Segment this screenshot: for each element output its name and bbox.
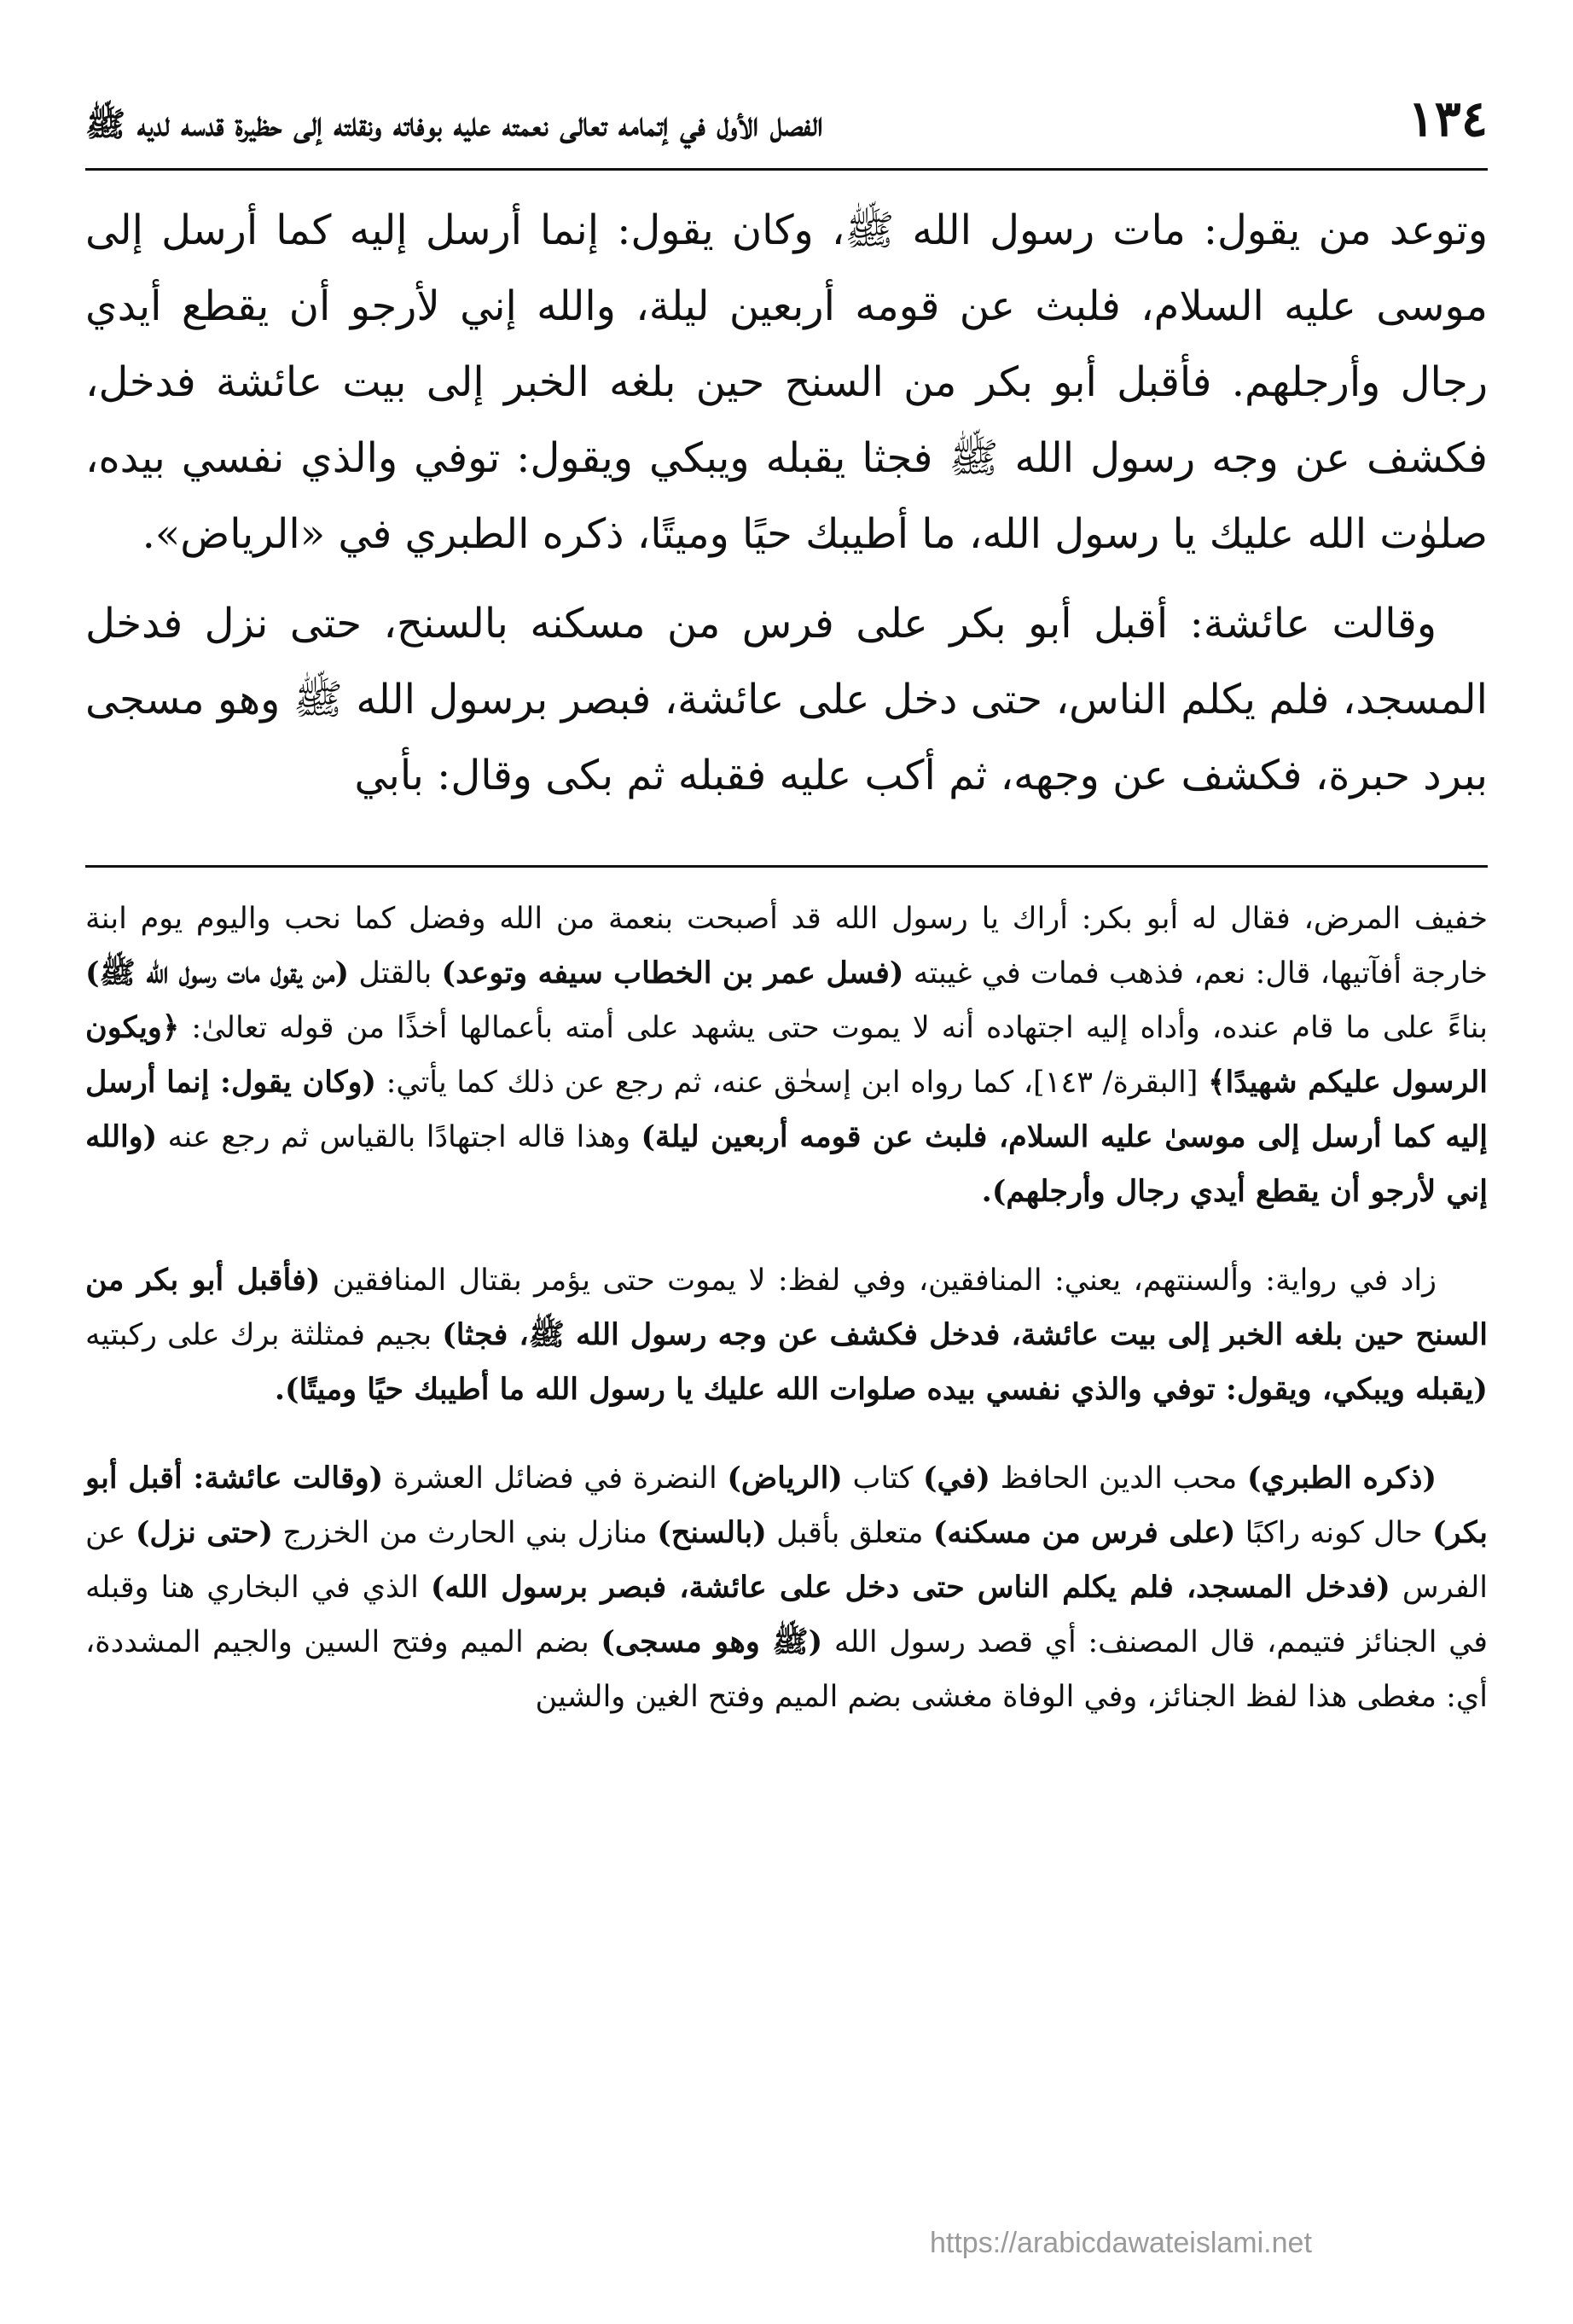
quoted-text-segment: (على فرس من مسكنه) — [932, 1515, 1236, 1550]
quoted-text-segment: ﴿ويكون الرسول عليكم شهيدًا﴾ — [85, 1010, 1489, 1100]
main-text — [85, 193, 1488, 814]
quoted-text-segment: (ﷺ وهو مسجى) — [601, 1624, 823, 1659]
footnote-separator — [85, 865, 1488, 868]
commentary-text-segment: بناءً على ما قام عنده، وأداه إليه اجتهاده أنه لا يموت حتى يشهد على أمته بأعمالها أخذًا من قوله تعالىٰ: — [179, 1011, 1488, 1045]
commentary — [85, 892, 1488, 1724]
commentary-text-segment: بجيم فمثلثة برك على ركبتيه — [85, 1318, 443, 1352]
quoted-text-segment: (بالسنح) — [657, 1515, 767, 1550]
quoted-text-segment: (ذكره الطبري) — [1246, 1461, 1437, 1496]
commentary-text-segment: كتاب — [842, 1461, 923, 1496]
quoted-text-segment: (وقالت عائشة: أقبل أبو بكر) — [85, 1461, 1488, 1550]
commentary-paragraph-1 — [85, 892, 1488, 1219]
commentary-text-segment: حال كونه راكبًا — [1235, 1516, 1433, 1550]
main-paragraph-1: وتوعد من يقول: مات رسول الله ﷺ، وكان يقول: إنما أرسل إليه كما أرسل إلى موسى عليه السلام، فلبث عن قومه أربعين ليلة، والله إني لأرجو أن يقطع أيدي رجال وأرجلهم. فأقبل أبو بكر من السنح حين بلغه الخبر إلى بيت عائشة فدخل، فكشف عن وجه رسول الله ﷺ فجثا يقبله ويبكي ويقول: توفي والذي نفسي بيده، صلوٰت الله عليك يا رسول الله، ما أطيبك حيًا وميتًا، ذكره الطبري في «الرياض». — [85, 206, 1488, 558]
commentary-text-segment: محب الدين الحافظ — [990, 1461, 1247, 1496]
running-header — [85, 90, 1488, 171]
quoted-text-segment: (فأقبل أبو بكر من السنح حين بلغه الخبر إلى بيت عائشة، فدخل فكشف عن وجه رسول الله ﷺ، فجثا) — [85, 1263, 1488, 1352]
commentary-text-segment: بضم الميم وفتح السين والجيم المشددة، أي: مغطى هذا لفظ الجنائز، وفي الوفاة مغشى بضم الميم وفتح الغين والشين — [85, 1625, 1488, 1714]
quoted-text-segment: (والله إني لأرجو أن يقطع أيدي رجال وأرجلهم). — [85, 1119, 1488, 1209]
commentary-text-segment: وهذا قاله اجتهادًا بالقياس ثم رجع عنه — [157, 1120, 641, 1154]
watermark-url: https://arabicdawateislami.net — [930, 2227, 1312, 2259]
quoted-text-segment: (حتى نزل) — [135, 1515, 274, 1550]
quoted-text-segment: (في) — [922, 1461, 990, 1496]
quoted-text-segment: (الرياض) — [727, 1461, 843, 1496]
commentary-text-segment: بالقتل — [349, 956, 442, 991]
commentary-text-segment: خفيف المرض، فقال له أبو بكر: أراك يا رسول الله قد أصبحت بنعمة من الله وفضل كما نحب واليوم يوم ابنة خارجة أفآتيها، قال: نعم، فذهب فمات في غيبته — [85, 902, 1488, 991]
commentary-text-segment: عن الفرس — [85, 1516, 1488, 1605]
quoted-text-segment: (وكان يقول: إنما أرسل إليه كما أرسل إلى موسىٰ عليه السلام، فلبث عن قومه أربعين ليلة) — [85, 1065, 1488, 1154]
commentary-text-segment: [البقرة/ ١٤٣]، كما رواه ابن إسحٰق عنه، ثم رجع عن ذلك كما يأتي: — [376, 1066, 1208, 1100]
commentary-paragraph-2 — [85, 1253, 1488, 1417]
commentary-text-segment: الذي في البخاري هنا وقبله في الجنائز فتيمم، قال المصنف: أي قصد رسول الله — [85, 1571, 1488, 1659]
commentary-text-segment: منازل بني الحارث من الخزرج — [273, 1516, 658, 1550]
page-number: ١٣٤ — [1408, 90, 1488, 148]
main-paragraph-2: وقالت عائشة: أقبل أبو بكر على فرس من مسكنه بالسنح، حتى نزل فدخل المسجد، فلم يكلم الناس، حتى دخل على عائشة، فبصر برسول الله ﷺ وهو مسجى ببرد حبرة، فكشف عن وجهه، ثم أكب عليه فقبله ثم بكى وقال: بأبي — [85, 600, 1489, 799]
chapter-title: الفصل الأول في إتمامه تعالى نعمته عليه بوفاته ونقلته إلى حظيرة قدسه لديه ﷺ — [85, 105, 823, 144]
commentary-paragraph-3 — [85, 1451, 1488, 1724]
quoted-text-segment: (من يقول مات رسول الله ﷺ) — [85, 956, 350, 991]
commentary-text-segment: النضرة في فضائل العشرة — [383, 1461, 728, 1496]
commentary-text-segment: زاد في رواية: وألسنتهم، يعني: المنافقين، وفي لفظ: لا يموت حتى يؤمر بقتال المنافقين — [320, 1264, 1437, 1298]
quoted-text-segment: (يقبله ويبكي، ويقول: توفي والذي نفسي بيده صلوات الله عليك يا رسول الله ما أطيبك حيًا وميتًا). — [274, 1372, 1488, 1407]
quoted-text-segment: (فدخل المسجد، فلم يكلم الناس حتى دخل على عائشة، فبصر برسول الله) — [430, 1570, 1390, 1605]
commentary-text-segment: متعلق بأقبل — [766, 1516, 933, 1550]
quoted-text-segment: (فسل عمر بن الخطاب سيفه وتوعد) — [441, 956, 904, 991]
